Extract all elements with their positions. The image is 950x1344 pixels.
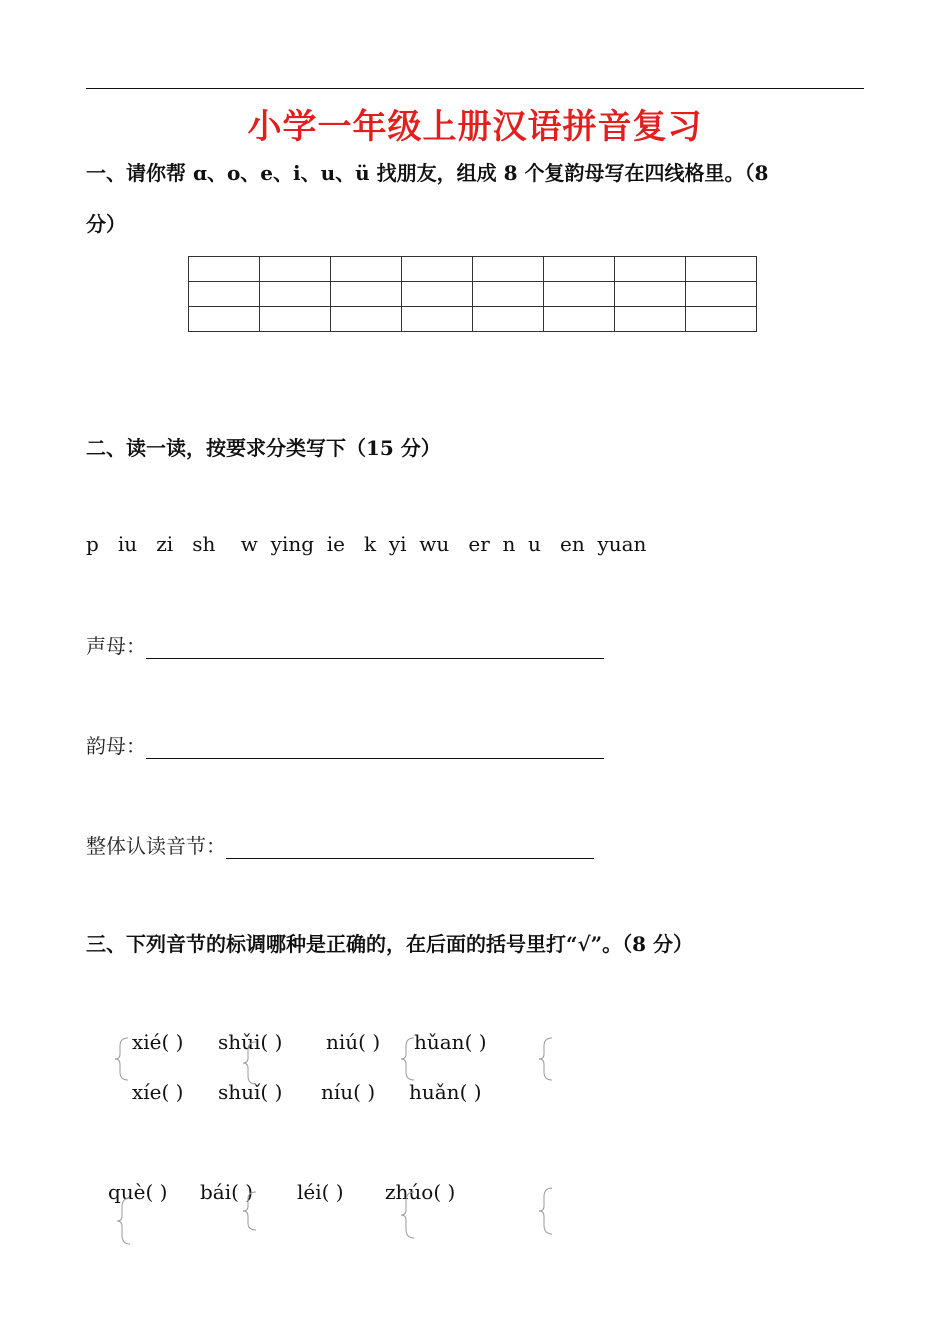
brace-icon [240, 1190, 260, 1232]
answer-line[interactable] [146, 734, 604, 759]
syllable-option[interactable]: shuǐ( ) [218, 1080, 283, 1104]
brace-icon [536, 1186, 556, 1236]
syllable-option[interactable]: xié( ) [132, 1030, 184, 1054]
syllable-option[interactable]: níu( ) [321, 1080, 376, 1104]
field-label: 声母： [86, 634, 146, 658]
four-line-grid[interactable] [188, 256, 757, 332]
question-2-heading: 二、读一读，按要求分类写下（15 分） [86, 436, 441, 460]
answer-field-shengmu[interactable] [86, 630, 604, 659]
answer-field-zhengti[interactable] [86, 830, 594, 859]
question-1-text: 一、请你帮 ɑ、o、e、i、u、ü 找朋友，组成 8 个复韵母写在四线格里。（8 [86, 161, 769, 185]
brace-icon [112, 1036, 132, 1082]
answer-field-yunmu[interactable] [86, 730, 604, 759]
field-label: 整体认读音节： [86, 834, 226, 858]
field-label: 韵母： [86, 734, 146, 758]
brace-icon [536, 1036, 556, 1082]
question-1-text-continued: 分） [86, 212, 126, 236]
syllable-option[interactable]: bái( ) [200, 1180, 254, 1204]
syllable-option[interactable]: zhúo( ) [385, 1180, 456, 1204]
syllable-option[interactable]: hǔan( ) [414, 1030, 487, 1054]
syllable-option[interactable]: xíe( ) [132, 1080, 184, 1104]
brace-icon [398, 1190, 418, 1240]
grid-row [189, 257, 757, 282]
page-title: 小学一年级上册汉语拼音复习 [247, 107, 703, 147]
question-3-heading: 三、下列音节的标调哪种是正确的，在后面的括号里打“√”。（8 分） [86, 932, 694, 956]
syllable-option[interactable]: niú( ) [326, 1030, 381, 1054]
syllable-option[interactable]: què( ) [108, 1180, 168, 1204]
grid-row [189, 282, 757, 307]
syllable-option[interactable]: léi( ) [297, 1180, 344, 1204]
answer-line[interactable] [146, 634, 604, 659]
answer-line[interactable] [226, 834, 594, 859]
syllable-option[interactable]: shǔi( ) [218, 1030, 283, 1054]
syllable-option[interactable]: huǎn( ) [409, 1080, 482, 1104]
top-rule [86, 88, 864, 89]
grid-row [189, 307, 757, 332]
brace-icon [114, 1196, 134, 1246]
brace-icon [240, 1040, 260, 1086]
brace-icon [398, 1036, 418, 1082]
pinyin-letters: p iu zi sh w ying ie k yi wu er n u en yuan [86, 532, 647, 556]
